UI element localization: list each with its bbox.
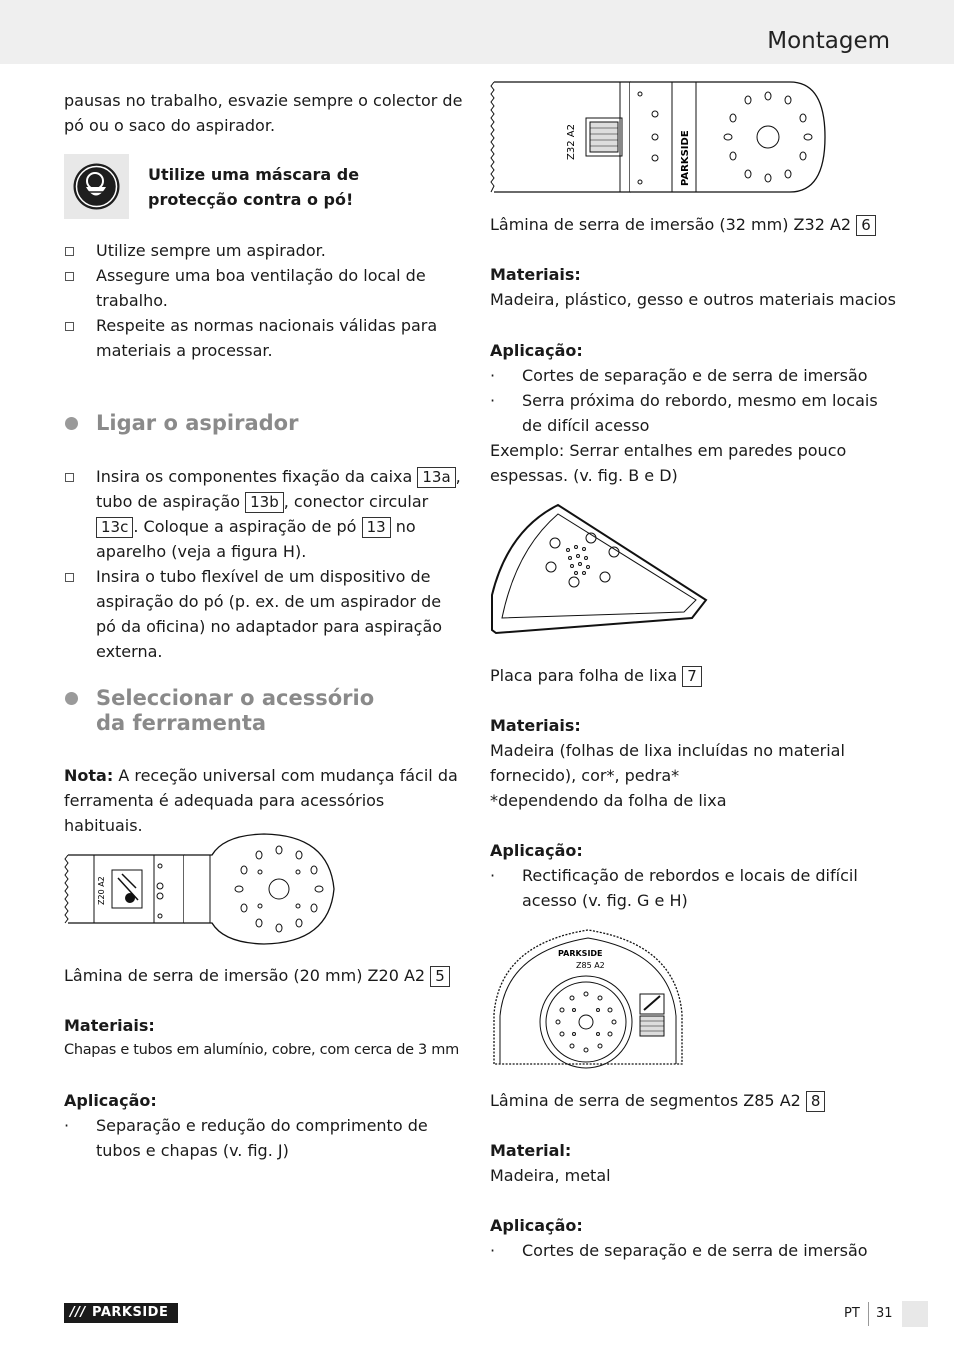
tool7-caption: Placa para folha de lixa 7	[490, 663, 890, 688]
blade-z20-image	[64, 830, 336, 948]
blade-code-label: Z85 A2	[576, 961, 605, 970]
tool7-materials: Madeira (folhas de lixa incluídas no material fornecido), cor*, pedra*	[490, 741, 845, 785]
list-item: · Cortes de separação e de serra de imersão	[490, 1238, 890, 1263]
list-item: · Serra próxima do rebordo, mesmo em locais de difícil acesso	[490, 388, 890, 438]
sanding-plate-image	[488, 500, 712, 640]
tool6-application-label: Aplicação:	[490, 341, 583, 360]
blade-code-label: Z32 A2	[566, 124, 577, 160]
list-item: Assegure uma boa ventilação do local de trabalho.	[64, 263, 464, 313]
warning-text: Utilize uma máscara de protecção contra o pó!	[148, 165, 360, 209]
tool8-applications	[490, 1238, 890, 1263]
tool8-application-label: Aplicação:	[490, 1216, 583, 1235]
list-item: Insira o tubo flexível de um dispositivo de aspiração do pó (p. ex. de um aspirador de pó da oficina) no adaptador para aspiração externa.	[64, 564, 464, 664]
list-item: · Rectificação de rebordos e locais de difícil acesso (v. fig. G e H)	[490, 863, 895, 913]
ref-13a: 13a	[417, 467, 455, 488]
list-item: · Separação e redução do comprimento de tubos e chapas (v. fig. J)	[64, 1113, 464, 1163]
list-item: · Cortes de separação e de serra de imersão	[490, 363, 890, 388]
ref-13b: 13b	[245, 492, 284, 513]
warning-icon-box	[64, 154, 129, 219]
language-code: PT	[844, 1306, 860, 1321]
note-text: Nota: A receção universal com mudança fácil da ferramenta é adequada para acessórios habituais.	[64, 766, 458, 835]
tool8-materials-label: Material:	[490, 1141, 572, 1160]
tool6-caption: Lâmina de serra de imersão (32 mm) Z32 A2 6	[490, 212, 900, 237]
segment-blade-image	[490, 924, 686, 1072]
page-title: Montagem	[767, 28, 890, 54]
blade-code-label: Z20 A2	[97, 876, 106, 905]
section-bullet-icon	[65, 692, 78, 705]
tool7-materials-label: Materiais:	[490, 716, 581, 735]
footer-tab-marker	[902, 1301, 928, 1327]
tool5-application-label: Aplicação:	[64, 1091, 157, 1110]
blade-z32-image	[490, 78, 830, 196]
tool5-caption: Lâmina de serra de imersão (20 mm) Z20 A2 5	[64, 963, 464, 988]
tool7-application-label: Aplicação:	[490, 841, 583, 860]
header-bar	[0, 0, 954, 64]
section-title-aspirador: Ligar o aspirador	[96, 411, 299, 435]
tool5-materials: Chapas e tubos em alumínio, cobre, com cerca de 3 mm	[64, 1042, 459, 1058]
list-item: Respeite as normas nacionais válidas para materiais a processar.	[64, 313, 464, 363]
ref-13c: 13c	[96, 517, 133, 538]
ref-13: 13	[362, 517, 391, 538]
tool8-materials: Madeira, metal	[490, 1166, 611, 1185]
ref-5: 5	[430, 966, 450, 987]
list-item: Utilize sempre um aspirador.	[64, 238, 464, 263]
tool5-materials-label: Materiais:	[64, 1016, 155, 1035]
ref-7: 7	[682, 666, 702, 687]
aspirador-steps	[64, 464, 464, 664]
list-item: Insira os componentes fixação da caixa 13a , tubo de aspiração 13b , conector circular 13c . Coloque a aspiração de pó 13 no aparelho (veja a figura H).	[64, 464, 464, 564]
tool8-caption: Lâmina de serra de segmentos Z85 A2 8	[490, 1088, 890, 1113]
tool6-materials-label: Materiais:	[490, 265, 581, 284]
tool5-applications	[64, 1113, 464, 1163]
intro-text: pausas no trabalho, esvazie sempre o colector de pó ou o saco do aspirador.	[64, 91, 463, 135]
tool6-example: Exemplo: Serrar entalhes em paredes pouco espessas. (v. fig. B e D)	[490, 441, 847, 485]
parkside-logo: /// PARKSIDE	[64, 1303, 178, 1323]
tool7-footnote: *dependendo da folha de lixa	[490, 791, 727, 810]
section-title-acessorio: Seleccionar o acessório da ferramenta	[96, 686, 375, 735]
tool7-applications	[490, 863, 895, 913]
ref-6: 6	[856, 215, 876, 236]
dust-mask-icon	[64, 154, 129, 219]
footer-divider	[868, 1302, 869, 1326]
tool6-materials: Madeira, plástico, gesso e outros materiais macios	[490, 290, 896, 309]
tool6-applications	[490, 363, 890, 438]
section-bullet-icon	[65, 417, 78, 430]
page-number: 31	[876, 1306, 893, 1321]
blade-brand-label: PARKSIDE	[558, 949, 603, 958]
tips-list	[64, 238, 464, 363]
ref-8: 8	[806, 1091, 826, 1112]
blade-brand-label: PARKSIDE	[680, 130, 691, 186]
